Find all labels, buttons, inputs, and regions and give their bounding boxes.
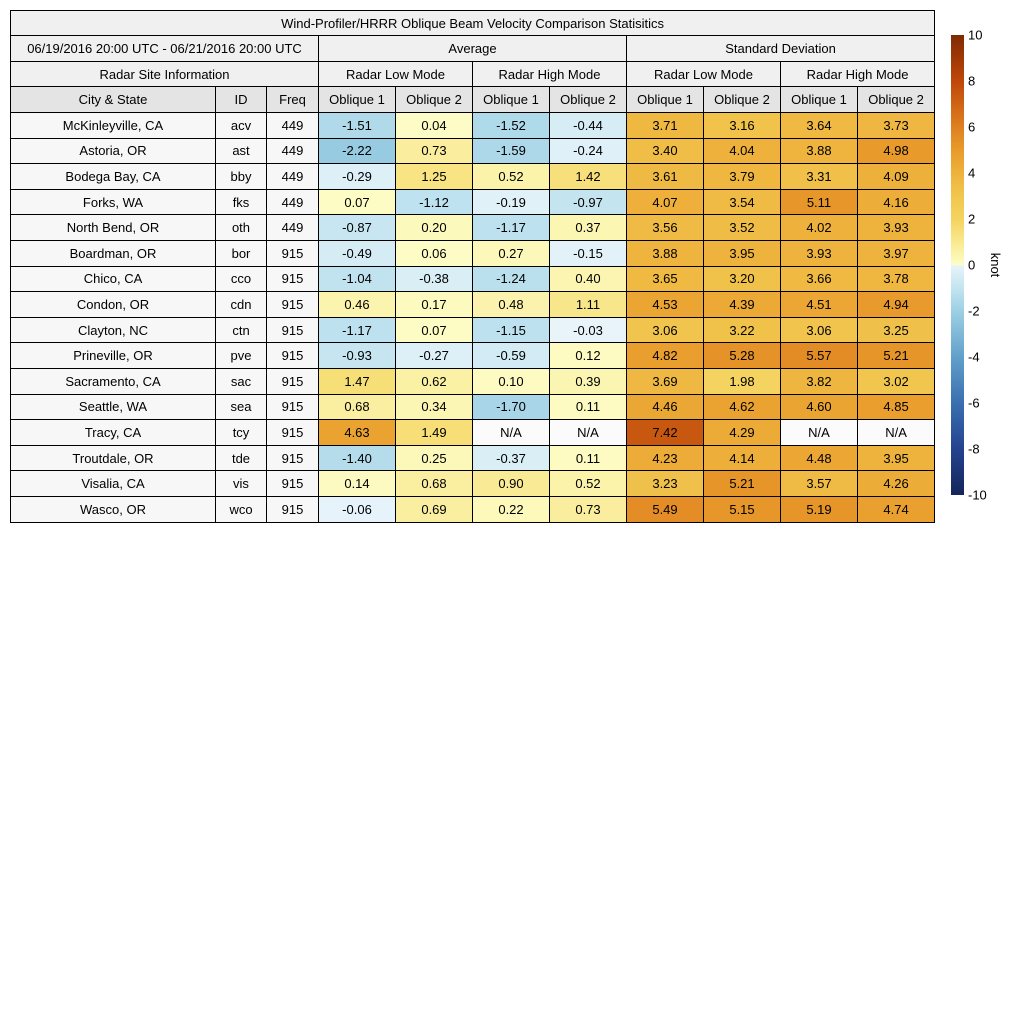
freq-cell: 915 xyxy=(267,471,319,497)
value-cell: N/A xyxy=(550,420,627,446)
freq-cell: 915 xyxy=(267,292,319,318)
table-row xyxy=(11,420,935,446)
value-cell: 3.02 xyxy=(858,368,935,394)
value-cell: -1.40 xyxy=(319,445,396,471)
value-cell: 0.68 xyxy=(319,394,396,420)
value-cell: 0.52 xyxy=(473,164,550,190)
value-cell: 4.46 xyxy=(627,394,704,420)
city-cell: Clayton, NC xyxy=(11,317,216,343)
freq-cell: 915 xyxy=(267,420,319,446)
value-cell: 5.21 xyxy=(858,343,935,369)
date-range: 06/19/2016 20:00 UTC - 06/21/2016 20:00 UTC xyxy=(11,36,319,62)
std-high-mode-header: Radar High Mode xyxy=(781,62,935,87)
id-cell: acv xyxy=(216,113,267,139)
colorbar-tick: -10 xyxy=(968,487,987,503)
colorbar-tick: 6 xyxy=(968,119,976,135)
city-cell: Chico, CA xyxy=(11,266,216,292)
table-row xyxy=(11,471,935,497)
value-cell: 0.17 xyxy=(396,292,473,318)
value-cell: 3.06 xyxy=(781,317,858,343)
value-cell: 0.07 xyxy=(396,317,473,343)
avg-high-mode-header: Radar High Mode xyxy=(473,62,627,87)
value-cell: 3.71 xyxy=(627,113,704,139)
value-cell: 3.97 xyxy=(858,240,935,266)
value-cell: -0.93 xyxy=(319,343,396,369)
value-cell: 0.12 xyxy=(550,343,627,369)
table-row xyxy=(11,445,935,471)
radar-site-information: Radar Site Information xyxy=(11,62,319,87)
value-cell: 0.07 xyxy=(319,189,396,215)
table-row xyxy=(11,164,935,190)
value-cell: 3.93 xyxy=(781,240,858,266)
id-cell: bby xyxy=(216,164,267,190)
value-cell: 3.16 xyxy=(704,113,781,139)
freq-cell: 449 xyxy=(267,164,319,190)
freq-cell: 449 xyxy=(267,189,319,215)
value-cell: 4.98 xyxy=(858,138,935,164)
value-cell: -1.52 xyxy=(473,113,550,139)
value-cell: 3.06 xyxy=(627,317,704,343)
value-cell: 3.73 xyxy=(858,113,935,139)
value-cell: 0.20 xyxy=(396,215,473,241)
col-header-oblique2: Oblique 2 xyxy=(396,87,473,113)
value-cell: 0.46 xyxy=(319,292,396,318)
group-standard-deviation: Standard Deviation xyxy=(627,36,935,62)
value-cell: 4.63 xyxy=(319,420,396,446)
col-header-oblique2: Oblique 2 xyxy=(550,87,627,113)
value-cell: 4.02 xyxy=(781,215,858,241)
id-cell: wco xyxy=(216,496,267,522)
value-cell: -0.59 xyxy=(473,343,550,369)
value-cell: -1.70 xyxy=(473,394,550,420)
value-cell: -1.59 xyxy=(473,138,550,164)
value-cell: 0.10 xyxy=(473,368,550,394)
city-cell: Visalia, CA xyxy=(11,471,216,497)
value-cell: -0.15 xyxy=(550,240,627,266)
value-cell: -0.38 xyxy=(396,266,473,292)
value-cell: 3.65 xyxy=(627,266,704,292)
table-row xyxy=(11,292,935,318)
value-cell: -0.29 xyxy=(319,164,396,190)
city-cell: Sacramento, CA xyxy=(11,368,216,394)
value-cell: 1.25 xyxy=(396,164,473,190)
value-cell: 3.88 xyxy=(781,138,858,164)
freq-cell: 915 xyxy=(267,394,319,420)
value-cell: 3.57 xyxy=(781,471,858,497)
city-cell: Wasco, OR xyxy=(11,496,216,522)
value-cell: 4.04 xyxy=(704,138,781,164)
value-cell: 0.34 xyxy=(396,394,473,420)
value-cell: 4.48 xyxy=(781,445,858,471)
value-cell: 0.62 xyxy=(396,368,473,394)
city-cell: Boardman, OR xyxy=(11,240,216,266)
city-cell: North Bend, OR xyxy=(11,215,216,241)
col-header-oblique1: Oblique 1 xyxy=(781,87,858,113)
value-cell: 4.62 xyxy=(704,394,781,420)
colorbar-tick: 0 xyxy=(968,257,976,273)
value-cell: 4.14 xyxy=(704,445,781,471)
colorbar-tick: 8 xyxy=(968,73,976,89)
freq-cell: 915 xyxy=(267,266,319,292)
value-cell: 4.51 xyxy=(781,292,858,318)
value-cell: -0.44 xyxy=(550,113,627,139)
id-cell: oth xyxy=(216,215,267,241)
col-header-oblique1: Oblique 1 xyxy=(473,87,550,113)
id-cell: cco xyxy=(216,266,267,292)
col-header-oblique2: Oblique 2 xyxy=(858,87,935,113)
value-cell: -1.04 xyxy=(319,266,396,292)
value-cell: 3.79 xyxy=(704,164,781,190)
value-cell: 5.57 xyxy=(781,343,858,369)
colorbar-tick: -6 xyxy=(968,395,980,411)
value-cell: 5.21 xyxy=(704,471,781,497)
value-cell: 4.82 xyxy=(627,343,704,369)
value-cell: 1.42 xyxy=(550,164,627,190)
city-cell: Troutdale, OR xyxy=(11,445,216,471)
freq-cell: 449 xyxy=(267,215,319,241)
value-cell: 0.14 xyxy=(319,471,396,497)
value-cell: 3.31 xyxy=(781,164,858,190)
value-cell: 4.07 xyxy=(627,189,704,215)
value-cell: 3.66 xyxy=(781,266,858,292)
table-title: Wind-Profiler/HRRR Oblique Beam Velocity Comparison Statisitics xyxy=(11,11,935,36)
freq-cell: 449 xyxy=(267,113,319,139)
table-row xyxy=(11,496,935,522)
value-cell: 3.88 xyxy=(627,240,704,266)
value-cell: N/A xyxy=(781,420,858,446)
value-cell: 0.11 xyxy=(550,394,627,420)
id-cell: vis xyxy=(216,471,267,497)
value-cell: N/A xyxy=(473,420,550,446)
city-cell: Forks, WA xyxy=(11,189,216,215)
value-cell: -0.49 xyxy=(319,240,396,266)
value-cell: 4.23 xyxy=(627,445,704,471)
value-cell: -0.19 xyxy=(473,189,550,215)
value-cell: 3.95 xyxy=(704,240,781,266)
value-cell: -0.97 xyxy=(550,189,627,215)
value-cell: 3.22 xyxy=(704,317,781,343)
value-cell: 3.20 xyxy=(704,266,781,292)
value-cell: 1.49 xyxy=(396,420,473,446)
value-cell: 1.98 xyxy=(704,368,781,394)
value-cell: 0.90 xyxy=(473,471,550,497)
value-cell: 4.60 xyxy=(781,394,858,420)
value-cell: -1.12 xyxy=(396,189,473,215)
colorbar-tick: 10 xyxy=(968,27,983,43)
freq-cell: 915 xyxy=(267,445,319,471)
value-cell: 0.48 xyxy=(473,292,550,318)
freq-cell: 915 xyxy=(267,317,319,343)
colorbar-tick: 4 xyxy=(968,165,976,181)
value-cell: 1.11 xyxy=(550,292,627,318)
value-cell: 1.47 xyxy=(319,368,396,394)
id-cell: bor xyxy=(216,240,267,266)
col-header-freq: Freq xyxy=(267,87,319,113)
value-cell: 0.73 xyxy=(550,496,627,522)
id-cell: cdn xyxy=(216,292,267,318)
value-cell: 5.28 xyxy=(704,343,781,369)
table-row xyxy=(11,138,935,164)
value-cell: 0.39 xyxy=(550,368,627,394)
table-row xyxy=(11,343,935,369)
freq-cell: 915 xyxy=(267,240,319,266)
value-cell: 3.52 xyxy=(704,215,781,241)
city-cell: Prineville, OR xyxy=(11,343,216,369)
id-cell: ast xyxy=(216,138,267,164)
value-cell: 0.68 xyxy=(396,471,473,497)
value-cell: 3.69 xyxy=(627,368,704,394)
value-cell: 3.56 xyxy=(627,215,704,241)
value-cell: 4.16 xyxy=(858,189,935,215)
freq-cell: 449 xyxy=(267,138,319,164)
table-row xyxy=(11,368,935,394)
col-header-id: ID xyxy=(216,87,267,113)
value-cell: 0.06 xyxy=(396,240,473,266)
col-header-city-state: City & State xyxy=(11,87,216,113)
table-row xyxy=(11,394,935,420)
value-cell: -2.22 xyxy=(319,138,396,164)
value-cell: -0.24 xyxy=(550,138,627,164)
value-cell: 3.78 xyxy=(858,266,935,292)
value-cell: -1.24 xyxy=(473,266,550,292)
value-cell: -1.51 xyxy=(319,113,396,139)
colorbar-unit-label: knot xyxy=(988,252,1003,278)
table-row xyxy=(11,266,935,292)
value-cell: 3.95 xyxy=(858,445,935,471)
value-cell: 0.25 xyxy=(396,445,473,471)
value-cell: 7.42 xyxy=(627,420,704,446)
city-cell: Seattle, WA xyxy=(11,394,216,420)
value-cell: -0.27 xyxy=(396,343,473,369)
value-cell: 3.23 xyxy=(627,471,704,497)
id-cell: sac xyxy=(216,368,267,394)
colorbar-tick: -8 xyxy=(968,441,980,457)
std-low-mode-header: Radar Low Mode xyxy=(627,62,781,87)
value-cell: 0.52 xyxy=(550,471,627,497)
value-cell: 4.85 xyxy=(858,394,935,420)
col-header-oblique1: Oblique 1 xyxy=(319,87,396,113)
value-cell: 0.69 xyxy=(396,496,473,522)
value-cell: 5.15 xyxy=(704,496,781,522)
value-cell: 4.94 xyxy=(858,292,935,318)
value-cell: 0.37 xyxy=(550,215,627,241)
value-cell: 3.61 xyxy=(627,164,704,190)
value-cell: 3.82 xyxy=(781,368,858,394)
id-cell: ctn xyxy=(216,317,267,343)
city-cell: Tracy, CA xyxy=(11,420,216,446)
col-header-oblique1: Oblique 1 xyxy=(627,87,704,113)
value-cell: -0.37 xyxy=(473,445,550,471)
table-row xyxy=(11,240,935,266)
value-cell: 3.93 xyxy=(858,215,935,241)
city-cell: McKinleyville, CA xyxy=(11,113,216,139)
table-row xyxy=(11,215,935,241)
value-cell: 0.40 xyxy=(550,266,627,292)
id-cell: fks xyxy=(216,189,267,215)
value-cell: 0.22 xyxy=(473,496,550,522)
value-cell: 0.73 xyxy=(396,138,473,164)
value-cell: 3.25 xyxy=(858,317,935,343)
freq-cell: 915 xyxy=(267,496,319,522)
value-cell: 0.27 xyxy=(473,240,550,266)
colorbar-gradient xyxy=(951,35,964,495)
freq-cell: 915 xyxy=(267,343,319,369)
value-cell: 0.11 xyxy=(550,445,627,471)
group-average: Average xyxy=(319,36,627,62)
value-cell: 0.04 xyxy=(396,113,473,139)
value-cell: 3.40 xyxy=(627,138,704,164)
colorbar-tick: 2 xyxy=(968,211,976,227)
value-cell: -0.06 xyxy=(319,496,396,522)
freq-cell: 915 xyxy=(267,368,319,394)
id-cell: sea xyxy=(216,394,267,420)
colorbar xyxy=(951,27,1021,503)
table-row xyxy=(11,317,935,343)
colorbar-tick: -4 xyxy=(968,349,980,365)
value-cell: -1.15 xyxy=(473,317,550,343)
id-cell: tde xyxy=(216,445,267,471)
value-cell: 5.49 xyxy=(627,496,704,522)
value-cell: 4.29 xyxy=(704,420,781,446)
city-cell: Astoria, OR xyxy=(11,138,216,164)
value-cell: N/A xyxy=(858,420,935,446)
city-cell: Bodega Bay, CA xyxy=(11,164,216,190)
value-cell: 4.26 xyxy=(858,471,935,497)
value-cell: 3.54 xyxy=(704,189,781,215)
avg-low-mode-header: Radar Low Mode xyxy=(319,62,473,87)
col-header-oblique2: Oblique 2 xyxy=(704,87,781,113)
value-cell: 3.64 xyxy=(781,113,858,139)
value-cell: -0.87 xyxy=(319,215,396,241)
table-body xyxy=(11,113,935,523)
colorbar-tick: -2 xyxy=(968,303,980,319)
stats-table xyxy=(10,10,935,523)
id-cell: pve xyxy=(216,343,267,369)
value-cell: 4.53 xyxy=(627,292,704,318)
value-cell: -1.17 xyxy=(473,215,550,241)
value-cell: 4.09 xyxy=(858,164,935,190)
value-cell: 4.74 xyxy=(858,496,935,522)
value-cell: -0.03 xyxy=(550,317,627,343)
city-cell: Condon, OR xyxy=(11,292,216,318)
value-cell: 5.11 xyxy=(781,189,858,215)
value-cell: -1.17 xyxy=(319,317,396,343)
value-cell: 4.39 xyxy=(704,292,781,318)
table-row xyxy=(11,113,935,139)
id-cell: tcy xyxy=(216,420,267,446)
table-row xyxy=(11,189,935,215)
value-cell: 5.19 xyxy=(781,496,858,522)
